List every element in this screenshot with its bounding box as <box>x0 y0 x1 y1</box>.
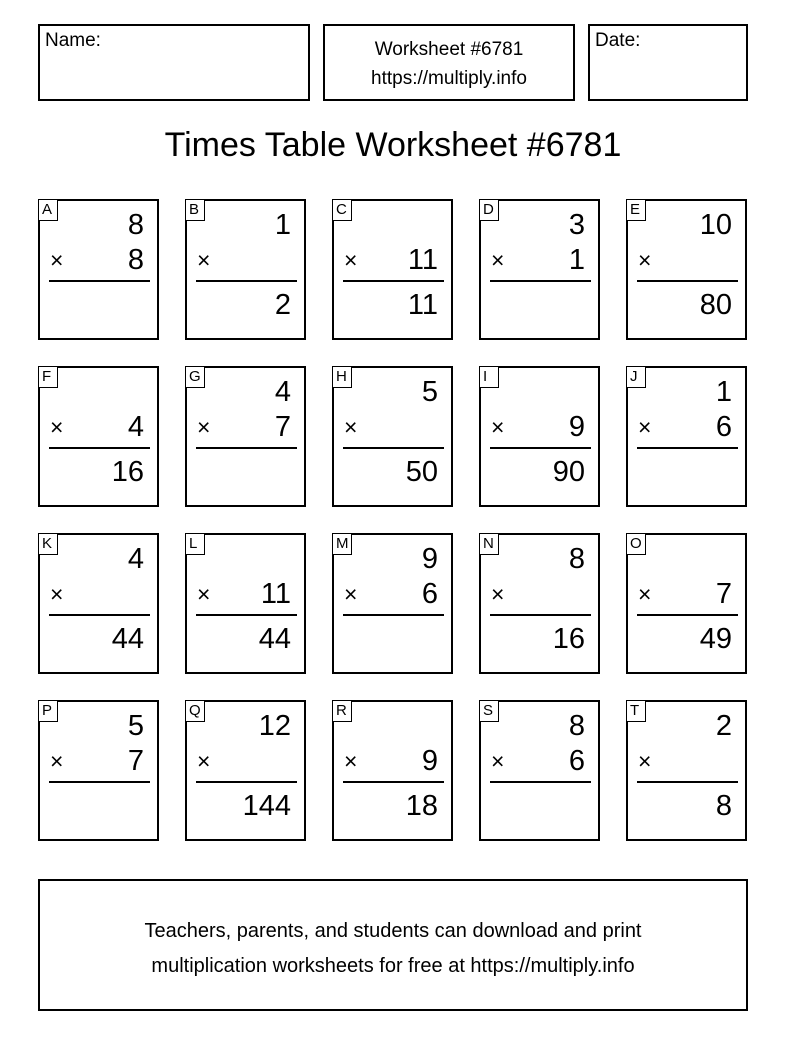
answer-rule <box>196 280 297 282</box>
problem-letter: P <box>38 700 58 722</box>
bottom-factor: 7 <box>715 578 732 610</box>
product: 144 <box>242 790 291 822</box>
worksheet-url: https://multiply.info <box>371 68 527 89</box>
top-factor: 4 <box>127 543 144 575</box>
answer-rule <box>490 781 591 783</box>
problem-n[interactable] <box>479 533 600 674</box>
answer-rule <box>49 781 150 783</box>
top-factor: 12 <box>258 710 291 742</box>
top-factor: 5 <box>127 710 144 742</box>
problem-b[interactable] <box>185 199 306 340</box>
bottom-factor: 7 <box>274 411 291 443</box>
top-factor: 8 <box>568 543 585 575</box>
problem-r[interactable] <box>332 700 453 841</box>
top-factor: 3 <box>568 209 585 241</box>
answer-rule <box>490 614 591 616</box>
problem-p[interactable] <box>38 700 159 841</box>
multiply-sign: × <box>50 414 64 440</box>
multiply-sign: × <box>638 247 652 273</box>
bottom-factor: 9 <box>568 411 585 443</box>
answer-rule <box>343 781 444 783</box>
page-title: Times Table Worksheet #6781 <box>164 126 622 164</box>
problem-letter: E <box>626 199 646 221</box>
multiply-sign: × <box>197 414 211 440</box>
problem-h[interactable] <box>332 366 453 507</box>
problem-q[interactable] <box>185 700 306 841</box>
answer-rule <box>637 280 738 282</box>
date-field[interactable] <box>588 24 748 101</box>
bottom-factor: 6 <box>421 578 438 610</box>
problem-letter: J <box>626 366 646 388</box>
problem-a[interactable] <box>38 199 159 340</box>
multiply-sign: × <box>638 581 652 607</box>
worksheet-number: Worksheet #6781 <box>374 39 524 60</box>
problem-letter: I <box>479 366 499 388</box>
name-label: Name: <box>45 30 101 51</box>
problem-letter: N <box>479 533 499 555</box>
answer-rule <box>343 447 444 449</box>
problem-e[interactable] <box>626 199 747 340</box>
problem-letter: L <box>185 533 205 555</box>
answer-rule <box>49 614 150 616</box>
answer-rule <box>490 447 591 449</box>
answer-rule <box>637 781 738 783</box>
top-factor: 2 <box>715 710 732 742</box>
date-label: Date: <box>595 30 641 51</box>
bottom-factor: 11 <box>407 244 438 276</box>
answer-rule <box>490 280 591 282</box>
multiply-sign: × <box>491 247 505 273</box>
multiply-sign: × <box>638 748 652 774</box>
product: 16 <box>552 623 585 655</box>
problem-i[interactable] <box>479 366 600 507</box>
answer-rule <box>196 781 297 783</box>
product: 44 <box>258 623 291 655</box>
multiply-sign: × <box>491 581 505 607</box>
top-factor: 8 <box>568 710 585 742</box>
problem-o[interactable] <box>626 533 747 674</box>
answer-rule <box>343 280 444 282</box>
product: 44 <box>111 623 144 655</box>
product: 16 <box>111 456 144 488</box>
top-factor: 10 <box>699 209 732 241</box>
problem-s[interactable] <box>479 700 600 841</box>
product: 11 <box>407 289 438 321</box>
bottom-factor: 6 <box>568 745 585 777</box>
top-factor: 9 <box>421 543 438 575</box>
problem-letter: A <box>38 199 58 221</box>
top-factor: 8 <box>127 209 144 241</box>
problem-letter: S <box>479 700 499 722</box>
problem-letter: B <box>185 199 205 221</box>
multiply-sign: × <box>491 414 505 440</box>
problem-letter: H <box>332 366 352 388</box>
problem-letter: F <box>38 366 58 388</box>
product: 49 <box>699 623 732 655</box>
answer-rule <box>49 447 150 449</box>
problem-f[interactable] <box>38 366 159 507</box>
product: 80 <box>699 289 732 321</box>
product: 18 <box>405 790 438 822</box>
product: 50 <box>405 456 438 488</box>
problem-letter: G <box>185 366 205 388</box>
worksheet-id-box <box>323 24 575 101</box>
problem-letter: D <box>479 199 499 221</box>
bottom-factor: 9 <box>421 745 438 777</box>
problem-k[interactable] <box>38 533 159 674</box>
product: 2 <box>274 289 291 321</box>
answer-rule <box>196 614 297 616</box>
bottom-factor: 6 <box>715 411 732 443</box>
problem-letter: Q <box>185 700 205 722</box>
multiply-sign: × <box>50 748 64 774</box>
problem-l[interactable] <box>185 533 306 674</box>
problem-m[interactable] <box>332 533 453 674</box>
problem-letter: K <box>38 533 58 555</box>
footer-line-2: multiplication worksheets for free at https://multiply.info <box>151 955 635 977</box>
multiply-sign: × <box>197 581 211 607</box>
top-factor: 5 <box>421 376 438 408</box>
problem-c[interactable] <box>332 199 453 340</box>
answer-rule <box>196 447 297 449</box>
answer-rule <box>637 447 738 449</box>
multiply-sign: × <box>344 414 358 440</box>
multiply-sign: × <box>50 581 64 607</box>
multiply-sign: × <box>344 581 358 607</box>
top-factor: 1 <box>715 376 732 408</box>
bottom-factor: 7 <box>127 745 144 777</box>
multiply-sign: × <box>197 748 211 774</box>
top-factor: 1 <box>274 209 291 241</box>
multiply-sign: × <box>197 247 211 273</box>
problem-j[interactable] <box>626 366 747 507</box>
multiply-sign: × <box>638 414 652 440</box>
bottom-factor: 1 <box>568 244 585 276</box>
problem-letter: C <box>332 199 352 221</box>
answer-rule <box>637 614 738 616</box>
answer-rule <box>343 614 444 616</box>
problem-letter: T <box>626 700 646 722</box>
multiply-sign: × <box>344 748 358 774</box>
footer-line-1: Teachers, parents, and students can download and print <box>144 920 642 942</box>
problem-letter: R <box>332 700 352 722</box>
problem-g[interactable] <box>185 366 306 507</box>
product: 90 <box>552 456 585 488</box>
problem-d[interactable] <box>479 199 600 340</box>
problem-t[interactable] <box>626 700 747 841</box>
bottom-factor: 4 <box>127 411 144 443</box>
answer-rule <box>49 280 150 282</box>
problem-letter: O <box>626 533 646 555</box>
bottom-factor: 8 <box>127 244 144 276</box>
multiply-sign: × <box>50 247 64 273</box>
top-factor: 4 <box>274 376 291 408</box>
footer-note <box>38 879 748 1011</box>
bottom-factor: 11 <box>260 578 291 610</box>
multiply-sign: × <box>491 748 505 774</box>
problem-letter: M <box>332 533 352 555</box>
name-field[interactable] <box>38 24 310 101</box>
multiply-sign: × <box>344 247 358 273</box>
product: 8 <box>715 790 732 822</box>
